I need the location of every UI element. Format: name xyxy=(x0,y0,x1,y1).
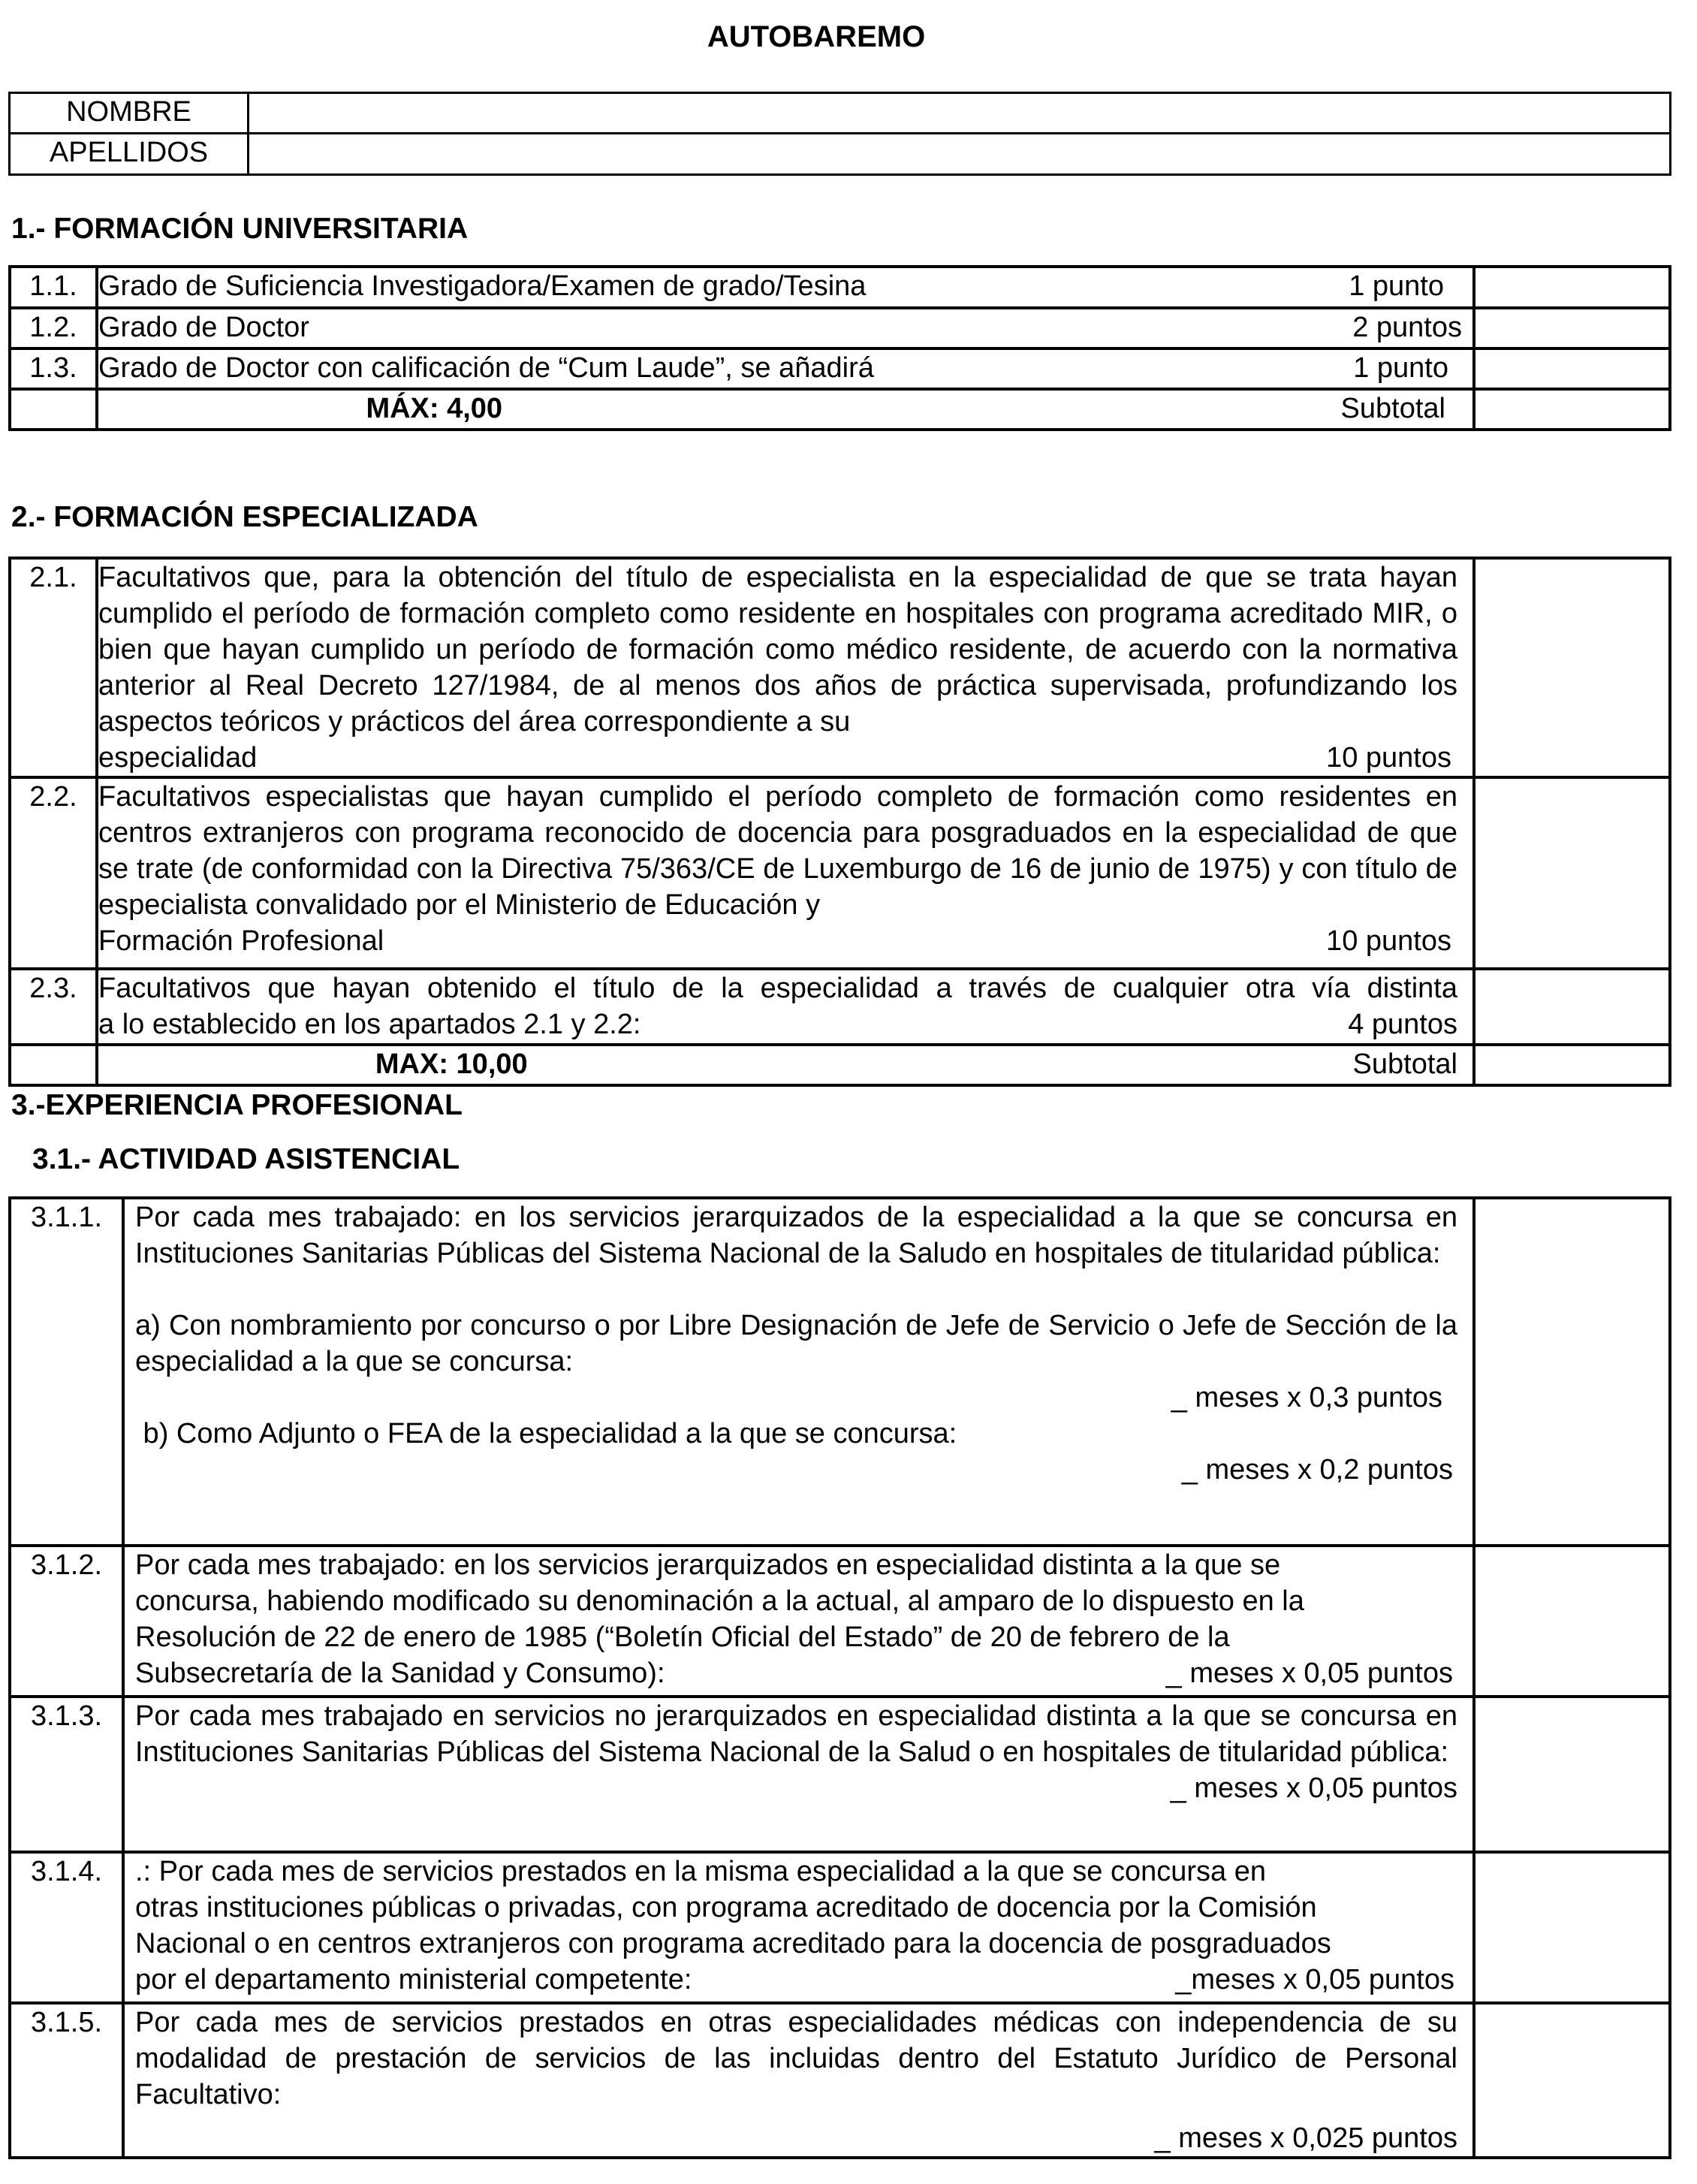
table-row xyxy=(10,267,1670,308)
item-number: 3.1.2. xyxy=(10,1546,123,1697)
item-description: Facultativos especialistas que hayan cumplido el período completo de formación como residentes en centros extranjeros con programa reconocido de docencia para posgraduados en la especialidad de que se trate (de conformidad con la Directiva 75/363/CE de Luxemburgo de 16 de junio de 1975) y con título de especialista convalidado por el Ministerio de Educación y xyxy=(98,781,1457,921)
score-cell[interactable] xyxy=(1474,969,1670,1045)
table-row xyxy=(10,308,1670,348)
item-points: _ meses x 0,05 puntos xyxy=(1165,1658,1453,1689)
item-number: 2.1. xyxy=(10,558,97,777)
table-row xyxy=(10,2003,1670,2158)
item-description-last-line: Formación Profesional xyxy=(98,925,384,957)
identity-row-nombre xyxy=(10,93,1671,134)
item-number: 1.2. xyxy=(10,308,97,348)
item-description: Por cada mes trabajado en servicios no jerarquizados en especialidad distinta a la que se concursa en Instituciones Sanitarias Públicas del Sistema Nacional de la Salud o en hospitales de titularidad pública: xyxy=(135,1700,1457,1768)
section-3-1-subheading: 3.1.- ACTIVIDAD ASISTENCIAL xyxy=(32,1143,460,1175)
table-row xyxy=(10,1697,1670,1852)
empty-cell xyxy=(10,389,97,430)
section-3-heading: 3.-EXPERIENCIA PROFESIONAL xyxy=(11,1089,463,1121)
score-cell[interactable] xyxy=(1474,558,1670,777)
item-number: 1.1. xyxy=(10,267,97,308)
section-2-heading: 2.- FORMACIÓN ESPECIALIZADA xyxy=(11,501,478,533)
score-cell[interactable] xyxy=(1474,1697,1670,1852)
item-points: 10 puntos xyxy=(1326,925,1451,957)
section-1-table xyxy=(8,265,1671,431)
item-description: Grado de Suficiencia Investigadora/Examen de grado/Tesina xyxy=(98,270,867,302)
item-description-line: Nacional o en centros extranjeros con programa acreditado para la docencia de posgraduados xyxy=(135,1928,1331,1959)
score-cell[interactable] xyxy=(1474,777,1670,969)
subtotal-label: Subtotal xyxy=(1340,393,1445,424)
item-number: 3.1.5. xyxy=(10,2003,123,2158)
max-label: MAX: 10,00 xyxy=(375,1048,528,1080)
nombre-field[interactable] xyxy=(249,93,1671,134)
item-points: 2 puntos xyxy=(1352,312,1462,343)
subtotal-cell[interactable] xyxy=(1474,1045,1670,1085)
item-description: Por cada mes de servicios prestados en otras especialidades médicas con independencia de su modalidad de prestación de servicios de las incluidas dentro del Estatuto Jurídico de Personal Facultativo: xyxy=(135,2007,1457,2110)
table-row xyxy=(10,1546,1670,1697)
option-a-points: _ meses x 0,3 puntos xyxy=(1171,1382,1442,1413)
max-label: MÁX: 4,00 xyxy=(366,393,503,424)
score-cell[interactable] xyxy=(1474,2003,1670,2158)
score-cell[interactable] xyxy=(1474,348,1670,389)
item-number: 3.1.1. xyxy=(10,1198,123,1546)
table-row xyxy=(10,969,1670,1045)
subtotal-cell[interactable] xyxy=(1474,389,1670,430)
item-points: _ meses x 0,025 puntos xyxy=(1154,2122,1457,2154)
item-points: 4 puntos xyxy=(1348,1009,1457,1040)
item-description-line: concursa, habiendo modificado su denominación a la actual, al amparo de lo dispuesto en la xyxy=(135,1585,1304,1617)
option-b-text: b) Como Adjunto o FEA de la especialidad a la que se concursa: xyxy=(135,1418,957,1449)
item-description-last-line: Subsecretaría de la Sanidad y Consumo): xyxy=(135,1658,665,1689)
subtotal-row xyxy=(10,1045,1670,1085)
section-1-heading: 1.- FORMACIÓN UNIVERSITARIA xyxy=(11,213,469,245)
score-cell[interactable] xyxy=(1474,1198,1670,1546)
item-description-last-line: especialidad xyxy=(98,742,258,774)
apellidos-field[interactable] xyxy=(249,134,1671,175)
option-a-text: a) Con nombramiento por concurso o por Libre Designación de Jefe de Servicio o Jefe de Sección de la especialidad a la que se concursa: xyxy=(135,1310,1457,1377)
table-row xyxy=(10,777,1670,969)
section-2-table xyxy=(8,557,1671,1087)
table-row xyxy=(10,348,1670,389)
item-number: 1.3. xyxy=(10,348,97,389)
item-description-line: .: Por cada mes de servicios prestados en la misma especialidad a la que se concursa en xyxy=(135,1856,1267,1887)
item-points: 10 puntos xyxy=(1326,742,1451,774)
option-b-points: _ meses x 0,2 puntos xyxy=(1181,1454,1453,1486)
score-cell[interactable] xyxy=(1474,1852,1670,2003)
item-points: _meses x 0,05 puntos xyxy=(1175,1964,1454,1995)
item-number: 3.1.4. xyxy=(10,1852,123,2003)
item-number: 2.2. xyxy=(10,777,97,969)
item-description-line: Resolución de 22 de enero de 1985 (“Boletín Oficial del Estado” de 20 de febrero de la xyxy=(135,1621,1230,1653)
item-points: 1 punto xyxy=(1353,352,1448,384)
item-number: 3.1.3. xyxy=(10,1697,123,1852)
item-description-last-line: a lo establecido en los apartados 2.1 y 2.2: xyxy=(98,1009,641,1040)
item-number: 2.3. xyxy=(10,969,97,1045)
item-description-last-line: por el departamento ministerial competente: xyxy=(135,1964,692,1995)
table-row xyxy=(10,558,1670,777)
score-cell[interactable] xyxy=(1474,267,1670,308)
section-3-1-table xyxy=(8,1196,1671,2159)
item-points: 1 punto xyxy=(1349,270,1444,302)
item-description-line: Por cada mes trabajado: en los servicios jerarquizados en especialidad distinta a la que se xyxy=(135,1549,1281,1581)
item-description-line: otras instituciones públicas o privadas, con programa acreditado de docencia por la Comisión xyxy=(135,1892,1317,1923)
item-description: Por cada mes trabajado: en los servicios jerarquizados de la especialidad a la que se concursa en Instituciones Sanitarias Públicas del Sistema Nacional de la Saludo en hospitales de titularidad pública: xyxy=(135,1202,1457,1269)
item-description: Grado de Doctor con calificación de “Cum Laude”, se añadirá xyxy=(98,352,874,384)
item-description: Facultativos que, para la obtención del título de especialista en la especialidad de que se trata hayan cumplido el período de formación completo como residente en hospitales con programa acreditado MIR, o bien que hayan cumplido un período de formación como médico residente, de acuerdo con la normativa anterior al Real Decreto 127/1984, de al menos dos años de práctica supervisada, profundizando los aspectos teóricos y prácticos del área correspondiente a su xyxy=(98,562,1457,738)
empty-cell xyxy=(10,1045,97,1085)
score-cell[interactable] xyxy=(1474,1546,1670,1697)
identity-row-apellidos xyxy=(10,134,1671,175)
item-description: Facultativos que hayan obtenido el título de la especialidad a través de cualquier otra vía distinta xyxy=(98,973,1457,1004)
table-row xyxy=(10,1198,1670,1546)
identity-table xyxy=(8,92,1671,176)
score-cell[interactable] xyxy=(1474,308,1670,348)
item-points: _ meses x 0,05 puntos xyxy=(1170,1772,1457,1804)
subtotal-label: Subtotal xyxy=(1352,1048,1457,1080)
subtotal-row xyxy=(10,389,1670,430)
nombre-label: NOMBRE xyxy=(10,93,249,134)
document-title: AUTOBAREMO xyxy=(707,20,926,53)
item-description: Grado de Doctor xyxy=(98,312,309,343)
apellidos-label: APELLIDOS xyxy=(10,134,249,175)
table-row xyxy=(10,1852,1670,2003)
